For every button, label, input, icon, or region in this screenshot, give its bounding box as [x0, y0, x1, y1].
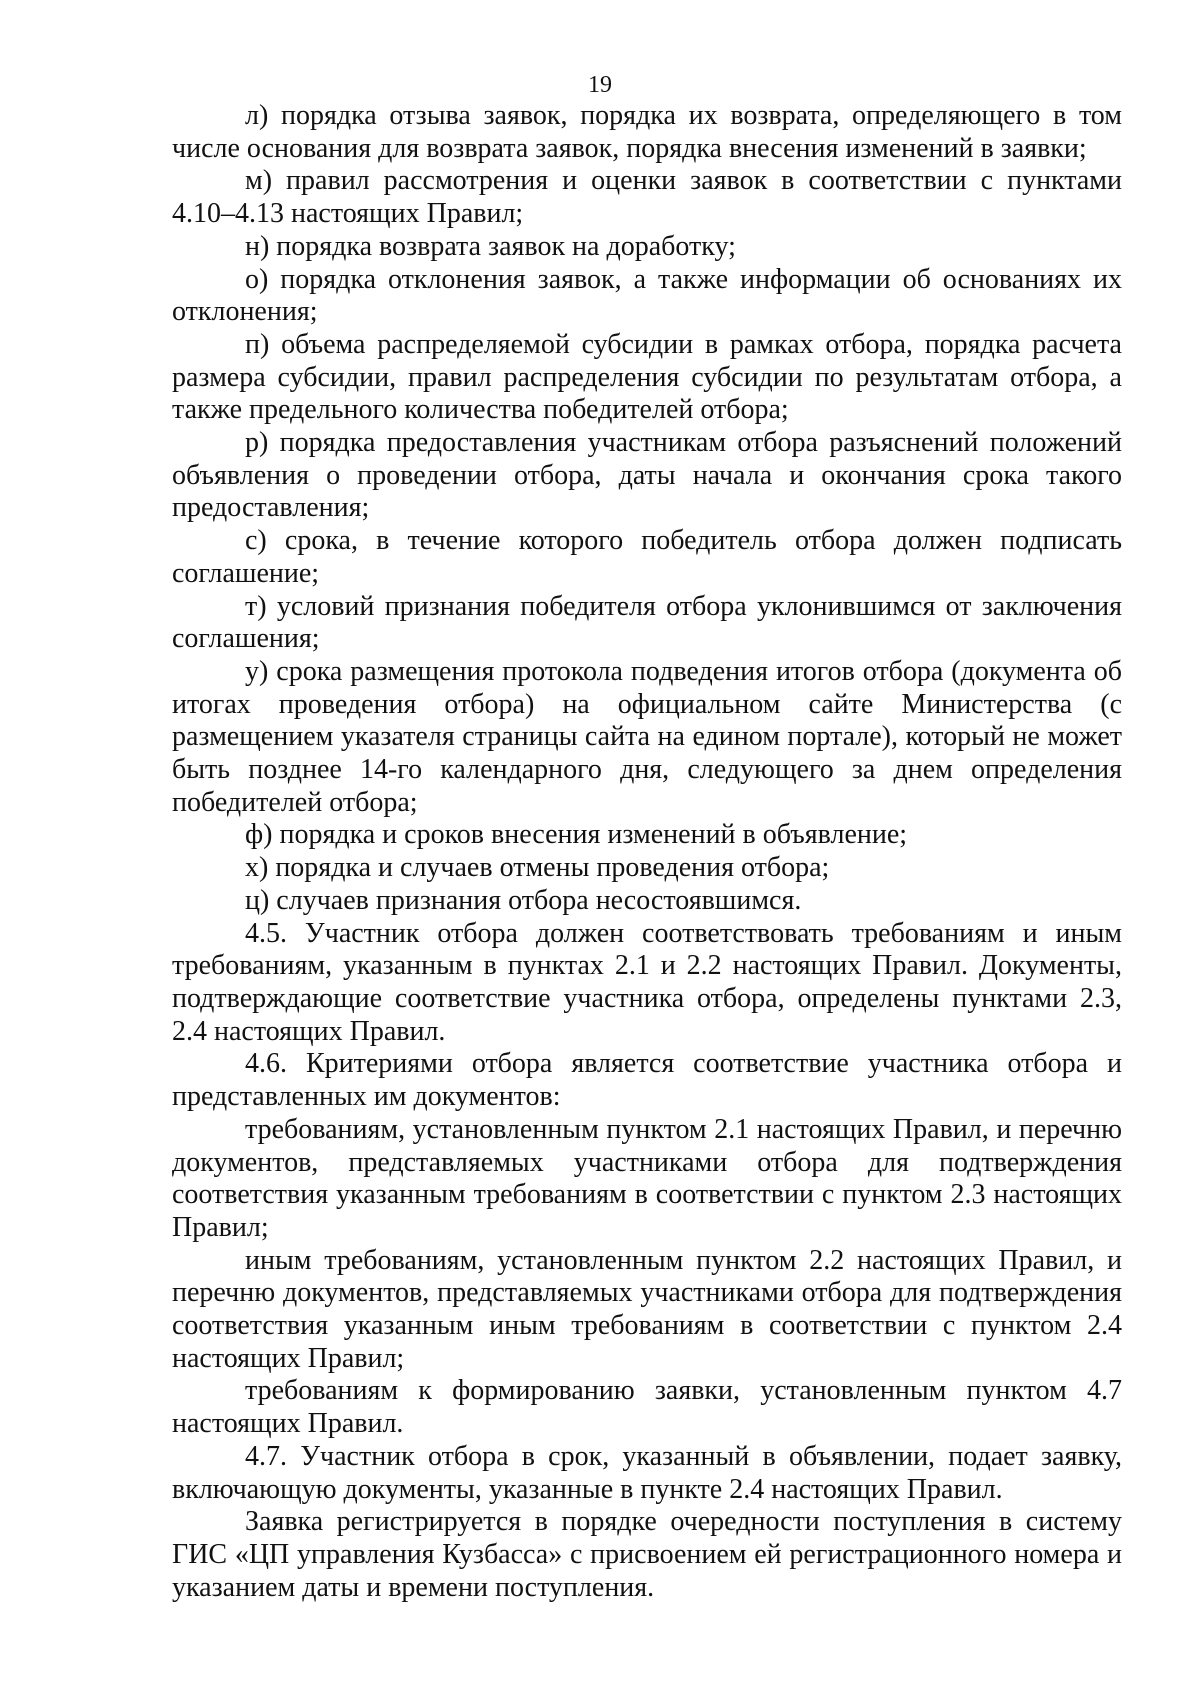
- clause-4-7: 4.7. Участник отбора в срок, указанный в объявлении, подает заявку, включающую документы, указанные в пункте 2.4 настоящих Правил.: [172, 1440, 1122, 1505]
- clause-4-6-item-1: требованиям, установленным пунктом 2.1 настоящих Правил, и перечню документов, представляемых участниками отбора для подтверждения соответствия указанным требованиям в соответствии с пунктом 2.3 настоящих Правил;: [172, 1113, 1122, 1243]
- document-body: [172, 100, 1122, 1604]
- paragraph-u: у) срока размещения протокола подведения итогов отбора (документа об итогах проведения отбора) на официальном сайте Министерства (с размещением указателя страницы сайта на едином портале), который не может быть позднее 14-го календарного дня, следующего за днем определения победителей отбора;: [172, 655, 1122, 818]
- paragraph-l: л) порядка отзыва заявок, порядка их возврата, определяющего в том числе основания для возврата заявок, порядка внесения изменений в заявки;: [172, 100, 1122, 164]
- clause-4-6-item-2: иным требованиям, установленным пунктом 2.2 настоящих Правил, и перечню документов, представляемых участниками отбора для подтверждения соответствия указанным иным требованиям в соответствии с пунктом 2.4 настоящих Правил;: [172, 1244, 1122, 1374]
- paragraph-m: м) правил рассмотрения и оценки заявок в соответствии с пунктами 4.10–4.13 настоящих Правил;: [172, 165, 1122, 230]
- paragraph-f: ф) порядка и сроков внесения изменений в объявление;: [245, 819, 908, 851]
- paragraph-r: р) порядка предоставления участникам отбора разъяснений положений объявления о проведении отбора, даты начала и окончания срока такого предоставления;: [172, 427, 1122, 524]
- clause-4-7-registration: Заявка регистрируется в порядке очередности поступления в систему ГИС «ЦП управления Кузбасса» с присвоением ей регистрационного номера и указанием даты и времени поступления.: [172, 1506, 1122, 1603]
- paragraph-t: т) условий признания победителя отбора уклонившимся от заключения соглашения;: [172, 590, 1122, 655]
- paragraph-ts: ц) случаев признания отбора несостоявшимся.: [245, 884, 802, 916]
- paragraph-s: с) срока, в течение которого победитель отбора должен подписать соглашение;: [172, 525, 1122, 589]
- clause-4-5: 4.5. Участник отбора должен соответствовать требованиям и иным требованиям, указанным в пунктах 2.1 и 2.2 настоящих Правил. Документы, подтверждающие соответствие участника отбора, определены пунктами 2.3, 2.4 настоящих Правил.: [172, 917, 1122, 1047]
- paragraph-p: п) объема распределяемой субсидии в рамках отбора, порядка расчета размера субсидии, правил распределения субсидии по результатам отбора, а также предельного количества победителей отбора;: [172, 328, 1122, 426]
- paragraph-n: н) порядка возврата заявок на доработку;: [245, 230, 736, 262]
- clause-4-6-item-3: требованиям к формированию заявки, установленным пунктом 4.7 настоящих Правил.: [172, 1375, 1122, 1440]
- clause-4-6: 4.6. Критериями отбора является соответствие участника отбора и представленных им документов:: [172, 1048, 1122, 1113]
- page-number: 19: [588, 72, 612, 98]
- paragraph-o: о) порядка отклонения заявок, а также информации об основаниях их отклонения;: [172, 263, 1122, 328]
- paragraph-kh: х) порядка и случаев отмены проведения отбора;: [245, 852, 830, 884]
